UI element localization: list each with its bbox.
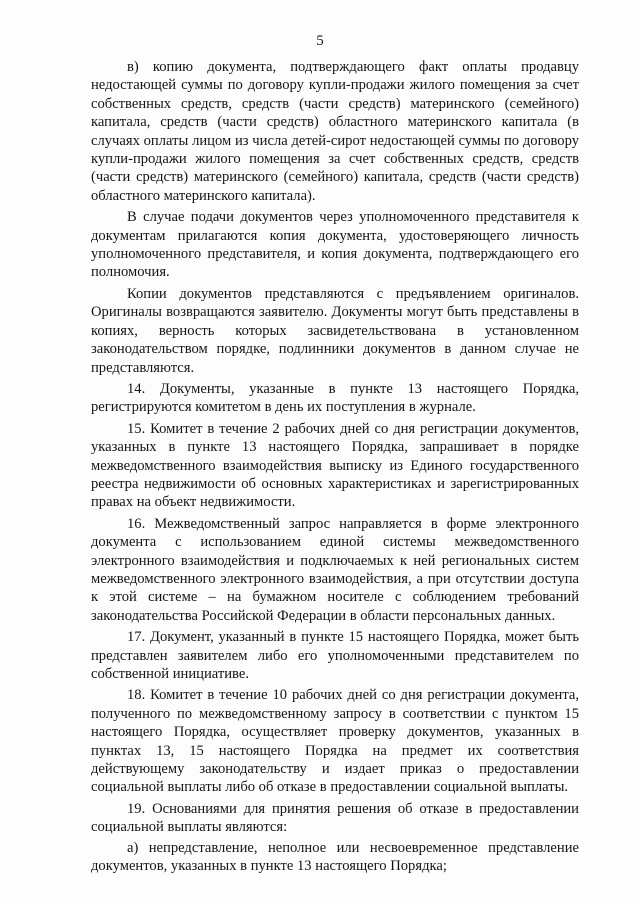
paragraph-item-17: 17. Документ, указанный в пункте 15 настоящего Порядка, может быть представлен заявителем либо его уполномоченными представителем по собственной инициативе. (91, 629, 579, 682)
paragraph-item-18: 18. Комитет в течение 10 рабочих дней со дня регистрации документа, полученного по межведомственному запросу в соответствии с пунктом 15 настоящего Порядка, осуществляет проверку документов, указанных в пунктах 13, 15 настоящего Порядка на предмет их соответствия действующему законодательству и издает приказ о предоставлении социальной выплаты либо об отказе в предоставлении социальной выплаты. (91, 687, 579, 796)
paragraph-item-19a: а) непредставление, неполное или несвоевременное представление документов, указанных в пункте 13 настоящего Порядка; (91, 839, 579, 875)
paragraph-copies-originals: Копии документов представляются с предъявлением оригиналов. Оригиналы возвращаются заявителю. Документы могут быть представлены в копиях, верность которых засвидетельствована в установленном законодательством порядке, подлинники документов в данном случае не представляются. (91, 285, 579, 376)
page-number: 5 (316, 33, 324, 49)
paragraph-item-16: 16. Межведомственный запрос направляется в форме электронного документа с использованием единой системы межведомственного электронного взаимодействия и подключаемых к ней региональных систем межведомственного электронного взаимодействия, а при отсутствии доступа к этой системе – на бумажном носителе с соблюдением требований законодательства Российской Федерации в области персональных данных. (91, 515, 579, 624)
paragraph-copy-payment-document: в) копию документа, подтверждающего факт оплаты продавцу недостающей суммы по договору купли-продажи жилого помещения за счет собственных средств, средств (части средств) материнского (семейного) капитала, средств (части средств) областного материнского капитала (в случаях оплаты лицом из числа детей-сирот недостающей суммы по договору купли-продажи жилого помещения за счет собственных средств, средств (части средств) материнского (семейного) капитала, средств (части средств) областного материнского капитала). (91, 59, 579, 204)
paragraph-representative-documents: В случае подачи документов через уполномоченного представителя к документам прилагаются копия документа, удостоверяющего личность уполномоченного представителя, и копия документа, подтверждающего его полномочия. (91, 209, 579, 281)
paragraph-item-19: 19. Основаниями для принятия решения об отказе в предоставлении социальной выплаты являются: (91, 800, 579, 836)
paragraph-item-15: 15. Комитет в течение 2 рабочих дней со дня регистрации документов, указанных в пункте 13 настоящего Порядка, запрашивает в порядке межведомственного взаимодействия выписку из Единого государственного реестра недвижимости об основных характеристиках и зарегистрированных правах на объект недвижимости. (91, 420, 579, 511)
paragraph-item-14: 14. Документы, указанные в пункте 13 настоящего Порядка, регистрируются комитетом в день их поступления в журнале. (91, 380, 579, 416)
document-body (91, 58, 579, 877)
